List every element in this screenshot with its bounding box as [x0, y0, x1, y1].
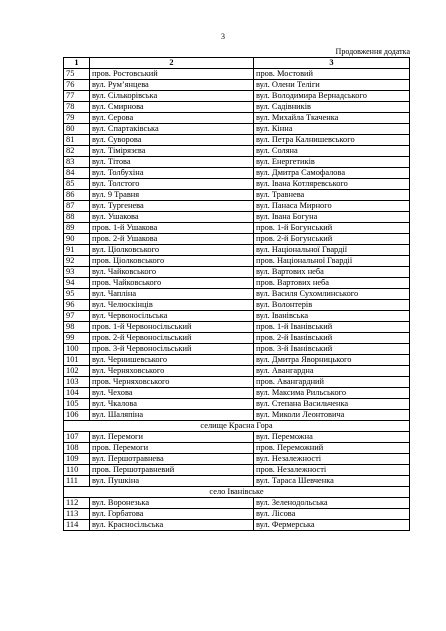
- new-street-name: пров. Мостовий: [254, 69, 410, 80]
- old-street-name: вул. Чайковського: [90, 267, 254, 278]
- table-row: [64, 498, 410, 509]
- new-street-name: вул. Михайла Ткаченка: [254, 113, 410, 124]
- new-street-name: пров. Авангардний: [254, 377, 410, 388]
- row-number: 100: [64, 344, 90, 355]
- row-number: 84: [64, 168, 90, 179]
- old-street-name: пров. 1-й Ушакова: [90, 223, 254, 234]
- old-street-name: пров. Першотравневий: [90, 465, 254, 476]
- row-number: 85: [64, 179, 90, 190]
- table-row: [64, 212, 410, 223]
- row-number: 98: [64, 322, 90, 333]
- table-row: [64, 366, 410, 377]
- new-street-name: пров. Переможний: [254, 443, 410, 454]
- row-number: 77: [64, 91, 90, 102]
- new-street-name: вул. Івана Богуна: [254, 212, 410, 223]
- continuation-label: Продовження додатка: [335, 47, 410, 56]
- row-number: 88: [64, 212, 90, 223]
- row-number: 92: [64, 256, 90, 267]
- row-number: 93: [64, 267, 90, 278]
- row-number: 114: [64, 520, 90, 531]
- table-row: [64, 509, 410, 520]
- old-street-name: пров. Ростовський: [90, 69, 254, 80]
- old-street-name: вул. Толстого: [90, 179, 254, 190]
- table-row: [64, 399, 410, 410]
- row-number: 105: [64, 399, 90, 410]
- old-street-name: пров. 2-й Червоносільський: [90, 333, 254, 344]
- table-row: [64, 245, 410, 256]
- street-rename-table: [63, 57, 410, 531]
- column-header-old-name: 2: [90, 58, 254, 69]
- new-street-name: пров. 2-й Богунський: [254, 234, 410, 245]
- table-row: [64, 113, 410, 124]
- old-street-name: вул. Чернишевського: [90, 355, 254, 366]
- table-row: [64, 333, 410, 344]
- table-row: [64, 388, 410, 399]
- table-row: [64, 234, 410, 245]
- new-street-name: вул. Івана Котляревського: [254, 179, 410, 190]
- row-number: 110: [64, 465, 90, 476]
- old-street-name: вул. Спартаківська: [90, 124, 254, 135]
- row-number: 99: [64, 333, 90, 344]
- table-row: [64, 278, 410, 289]
- table-row: [64, 520, 410, 531]
- section-title: селище Красна Гора: [64, 421, 410, 432]
- table-row: [64, 157, 410, 168]
- row-number: 113: [64, 509, 90, 520]
- row-number: 95: [64, 289, 90, 300]
- old-street-name: вул. Суворова: [90, 135, 254, 146]
- new-street-name: вул. Іванівська: [254, 311, 410, 322]
- table-row: [64, 124, 410, 135]
- section-row: [64, 487, 410, 498]
- table-row: [64, 135, 410, 146]
- row-number: 79: [64, 113, 90, 124]
- new-street-name: вул. Тараса Шевченка: [254, 476, 410, 487]
- old-street-name: вул. Толбухіна: [90, 168, 254, 179]
- table-row: [64, 69, 410, 80]
- old-street-name: вул. Тітова: [90, 157, 254, 168]
- old-street-name: пров. 1-й Червоносільський: [90, 322, 254, 333]
- old-street-name: пров. Перемоги: [90, 443, 254, 454]
- old-street-name: вул. Тургенева: [90, 201, 254, 212]
- old-street-name: пров. Ціолковського: [90, 256, 254, 267]
- new-street-name: вул. Петра Калнишевського: [254, 135, 410, 146]
- old-street-name: вул. Воронезька: [90, 498, 254, 509]
- table-body: [64, 69, 410, 531]
- table-row: [64, 267, 410, 278]
- old-street-name: вул. Чапліна: [90, 289, 254, 300]
- row-number: 82: [64, 146, 90, 157]
- row-number: 81: [64, 135, 90, 146]
- row-number: 102: [64, 366, 90, 377]
- table-row: [64, 289, 410, 300]
- old-street-name: вул. Ціолковського: [90, 245, 254, 256]
- table-row: [64, 344, 410, 355]
- page-number: 3: [221, 32, 225, 41]
- new-street-name: пров. 3-й Іванівський: [254, 344, 410, 355]
- column-header-new-name: 3: [254, 58, 410, 69]
- new-street-name: вул. Дмитра Яворницького: [254, 355, 410, 366]
- old-street-name: вул. Черняховського: [90, 366, 254, 377]
- old-street-name: пров. 3-й Червоносільський: [90, 344, 254, 355]
- old-street-name: вул. Горбатова: [90, 509, 254, 520]
- new-street-name: вул. Національної Гвардії: [254, 245, 410, 256]
- new-street-name: пров. 1-й Іванівський: [254, 322, 410, 333]
- table-row: [64, 91, 410, 102]
- old-street-name: пров. 2-й Ушакова: [90, 234, 254, 245]
- new-street-name: вул. Авангардна: [254, 366, 410, 377]
- row-number: 108: [64, 443, 90, 454]
- row-number: 75: [64, 69, 90, 80]
- old-street-name: вул. Чкалова: [90, 399, 254, 410]
- table-row: [64, 432, 410, 443]
- old-street-name: вул. Красносільська: [90, 520, 254, 531]
- new-street-name: вул. Енергетиків: [254, 157, 410, 168]
- table-row: [64, 443, 410, 454]
- old-street-name: пров. Черняховського: [90, 377, 254, 388]
- row-number: 76: [64, 80, 90, 91]
- table-row: [64, 465, 410, 476]
- new-street-name: вул. Незалежності: [254, 454, 410, 465]
- new-street-name: вул. Соляна: [254, 146, 410, 157]
- row-number: 112: [64, 498, 90, 509]
- new-street-name: вул. Василя Сухомлинського: [254, 289, 410, 300]
- row-number: 101: [64, 355, 90, 366]
- table-row: [64, 311, 410, 322]
- row-number: 107: [64, 432, 90, 443]
- row-number: 111: [64, 476, 90, 487]
- table-row: [64, 355, 410, 366]
- new-street-name: вул. Вартових неба: [254, 267, 410, 278]
- table-row: [64, 102, 410, 113]
- new-street-name: пров. Вартових неба: [254, 278, 410, 289]
- old-street-name: вул. Шаляпіна: [90, 410, 254, 421]
- old-street-name: вул. Серова: [90, 113, 254, 124]
- row-number: 104: [64, 388, 90, 399]
- row-number: 89: [64, 223, 90, 234]
- table-row: [64, 300, 410, 311]
- new-street-name: пров. 2-й Іванівський: [254, 333, 410, 344]
- new-street-name: вул. Переможна: [254, 432, 410, 443]
- row-number: 87: [64, 201, 90, 212]
- table-row: [64, 223, 410, 234]
- new-street-name: вул. Кінна: [254, 124, 410, 135]
- new-street-name: вул. Миколи Леонтовича: [254, 410, 410, 421]
- new-street-name: вул. Садівників: [254, 102, 410, 113]
- row-number: 80: [64, 124, 90, 135]
- table-row: [64, 168, 410, 179]
- row-number: 86: [64, 190, 90, 201]
- new-street-name: вул. Панаса Мирного: [254, 201, 410, 212]
- new-street-name: вул. Дмитра Самофалова: [254, 168, 410, 179]
- section-title: село Іванівське: [64, 487, 410, 498]
- table-row: [64, 201, 410, 212]
- row-number: 96: [64, 300, 90, 311]
- row-number: 78: [64, 102, 90, 113]
- old-street-name: вул. Тімірязєва: [90, 146, 254, 157]
- old-street-name: вул. Перемоги: [90, 432, 254, 443]
- table-header-row: [64, 58, 410, 69]
- row-number: 106: [64, 410, 90, 421]
- new-street-name: пров. Незалежності: [254, 465, 410, 476]
- row-number: 103: [64, 377, 90, 388]
- old-street-name: вул. Рум’янцева: [90, 80, 254, 91]
- new-street-name: пров. 1-й Богунський: [254, 223, 410, 234]
- table-row: [64, 190, 410, 201]
- old-street-name: вул. Першотравнева: [90, 454, 254, 465]
- row-number: 91: [64, 245, 90, 256]
- table-row: [64, 476, 410, 487]
- new-street-name: вул. Олени Теліги: [254, 80, 410, 91]
- table-row: [64, 322, 410, 333]
- table-row: [64, 256, 410, 267]
- table-row: [64, 454, 410, 465]
- old-street-name: вул. Ушакова: [90, 212, 254, 223]
- table-row: [64, 179, 410, 190]
- new-street-name: вул. Травнева: [254, 190, 410, 201]
- row-number: 109: [64, 454, 90, 465]
- table-row: [64, 146, 410, 157]
- row-number: 97: [64, 311, 90, 322]
- new-street-name: вул. Степана Васильченка: [254, 399, 410, 410]
- row-number: 83: [64, 157, 90, 168]
- old-street-name: вул. 9 Травня: [90, 190, 254, 201]
- row-number: 94: [64, 278, 90, 289]
- old-street-name: вул. Чехова: [90, 388, 254, 399]
- table-row: [64, 377, 410, 388]
- column-header-number: 1: [64, 58, 90, 69]
- old-street-name: пров. Чайковського: [90, 278, 254, 289]
- new-street-name: вул. Зеленодольська: [254, 498, 410, 509]
- new-street-name: вул. Фермерська: [254, 520, 410, 531]
- new-street-name: пров. Національної Гвардії: [254, 256, 410, 267]
- old-street-name: вул. Червоносільська: [90, 311, 254, 322]
- row-number: 90: [64, 234, 90, 245]
- table-row: [64, 410, 410, 421]
- new-street-name: вул. Володимира Вернадського: [254, 91, 410, 102]
- table-row: [64, 80, 410, 91]
- section-row: [64, 421, 410, 432]
- old-street-name: вул. Челюскінців: [90, 300, 254, 311]
- old-street-name: вул. Смирнова: [90, 102, 254, 113]
- old-street-name: вул. Сількорівська: [90, 91, 254, 102]
- old-street-name: вул. Пушкіна: [90, 476, 254, 487]
- new-street-name: вул. Лісова: [254, 509, 410, 520]
- new-street-name: вул. Максима Рильського: [254, 388, 410, 399]
- new-street-name: вул. Волонтерів: [254, 300, 410, 311]
